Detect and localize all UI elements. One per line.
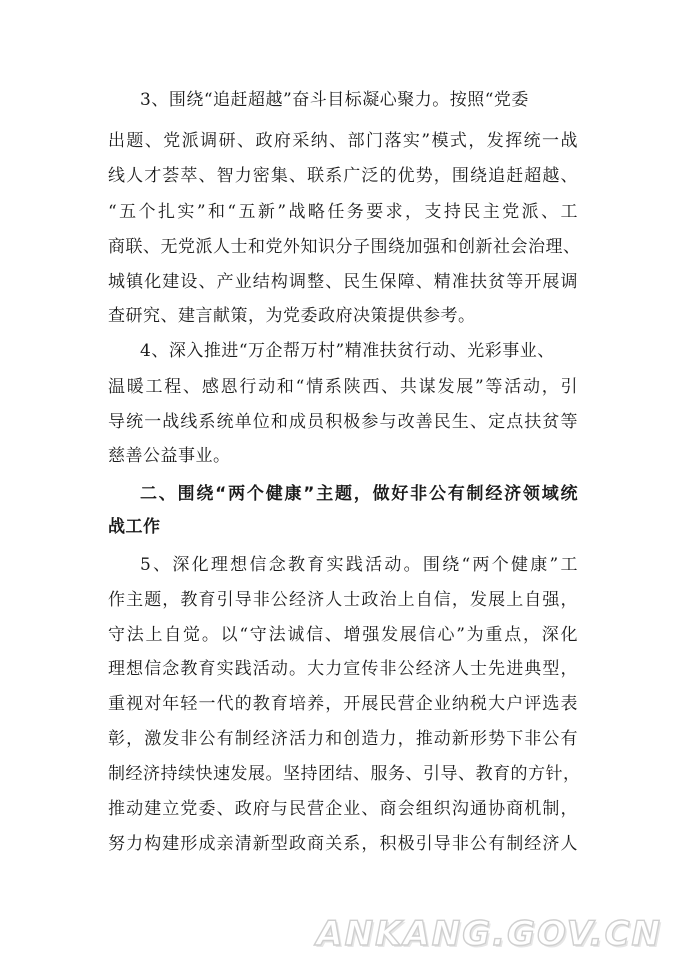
paragraph-4-line-1: 4、深入推进“万企帮万村”精准扶贫行动、光彩事业、 xyxy=(140,341,555,361)
paragraph-3-line-6: 城镇化建设、产业结构调整、民生保障、精准扶贫等开展调 xyxy=(108,272,578,292)
paragraph-4-line-4: 慈善公益事业。 xyxy=(108,446,231,466)
paragraph-5-line-5: 重视对年轻一代的教育培养，开展民营企业纳税大户评选表 xyxy=(108,694,578,714)
paragraph-5-line-6: 彰，激发非公有制经济活力和创造力，推动新形势下非公有 xyxy=(108,729,578,749)
paragraph-3-line-3: 线人才荟萃、智力密集、联系广泛的优势，围绕追赶超越、 xyxy=(108,166,578,186)
paragraph-5-line-9: 努力构建形成亲清新型政商关系，积极引导非公有制经济人 xyxy=(108,834,578,854)
paragraph-3-line-1: 3、围绕“追赶超越”奋斗目标凝心聚力。按照“党委 xyxy=(140,90,529,110)
paragraph-3-line-5: 商联、无党派人士和党外知识分子围绕加强和创新社会治理、 xyxy=(108,237,581,257)
paragraph-5-line-7: 制经济持续快速发展。坚持团结、服务、引导、教育的方针， xyxy=(108,764,581,784)
section-heading-line-1: 二、围绕“两个健康”主题，做好非公有制经济领域统 xyxy=(140,484,578,504)
section-heading-line-2: 战工作 xyxy=(108,517,161,537)
paragraph-5-line-3: 守法上自觉。以“守法诚信、增强发展信心”为重点，深化 xyxy=(108,625,578,645)
paragraph-3-line-2: 出题、党派调研、政府采纳、部门落实”模式，发挥统一战 xyxy=(108,131,578,151)
site-watermark: ANKANG.GOV.CN xyxy=(316,914,662,954)
paragraph-3-line-7: 查研究、建言献策，为党委政府决策提供参考。 xyxy=(108,306,476,326)
paragraph-5-line-1: 5、深化理想信念教育实践活动。围绕“两个健康”工 xyxy=(140,555,578,575)
paragraph-5-line-2: 作主题，教育引导非公经济人士政治上自信，发展上自强， xyxy=(108,590,578,610)
paragraph-4-line-3: 导统一战线系统单位和成员积极参与改善民生、定点扶贫等 xyxy=(108,412,578,432)
paragraph-3-line-4: “五个扎实”和“五新”战略任务要求，支持民主党派、工 xyxy=(108,202,578,222)
paragraph-5-line-4: 理想信念教育实践活动。大力宣传非公经济人士先进典型， xyxy=(108,659,578,679)
paragraph-4-line-2: 温暖工程、感恩行动和“情系陕西、共谋发展”等活动，引 xyxy=(108,377,578,397)
paragraph-5-line-8: 推动建立党委、政府与民营企业、商会组织沟通协商机制， xyxy=(108,799,578,819)
